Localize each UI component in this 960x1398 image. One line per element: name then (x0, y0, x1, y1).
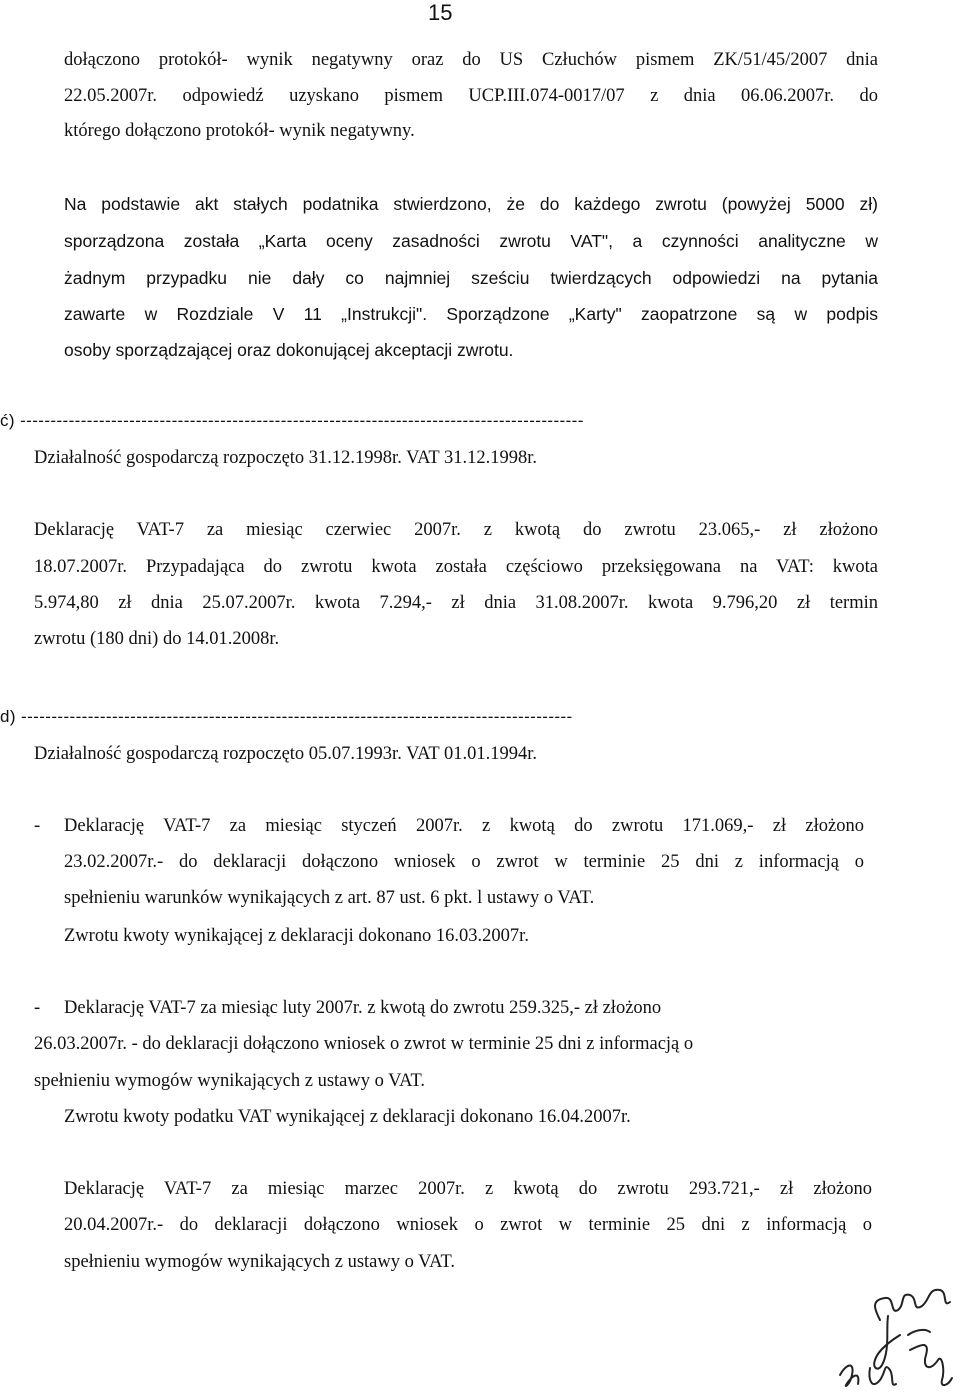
item-2-dash: - (34, 998, 41, 1018)
karta-line-1: Na podstawie akt stałych podatnika stwierdzono, że do każdego zwrotu (powyżej 5000 zł) (64, 194, 878, 214)
item-2-line-2: 26.03.2007r. - do deklaracji dołączono wniosek o zwrot w terminie 25 dni z informacją o (34, 1034, 694, 1054)
karta-line-3: żadnym przypadku nie dały co najmniej sześciu twierdzących odpowiedzi na pytania (64, 268, 878, 288)
intro-line-1: dołączono protokół- wynik negatywny oraz do US Człuchów pismem ZK/51/45/2007 dnia (64, 50, 878, 70)
section-c-heading: ć) --------------------------------------------------------------------------------------------- (0, 411, 584, 430)
item-2-line-4: Zwrotu kwoty podatku VAT wynikającej z deklaracji dokonano 16.04.2007r. (64, 1107, 631, 1127)
karta-line-2: sporządzona została „Karta oceny zasadności zwrotu VAT", a czynności analityczne w (64, 231, 878, 251)
handwritten-signature (830, 1280, 960, 1398)
karta-line-5: osoby sporządzającej oraz dokonującej akceptacji zwrotu. (64, 340, 514, 360)
item-1-line-1: Deklarację VAT-7 za miesiąc styczeń 2007r. z kwotą do zwrotu 171.069,- zł złożono (64, 816, 864, 836)
section-c-activity: Działalność gospodarczą rozpoczęto 31.12.1998r. VAT 31.12.1998r. (34, 448, 537, 468)
item-3-line-2: 20.04.2007r.- do deklaracji dołączono wniosek o zwrot w terminie 25 dni z informacją o (64, 1215, 872, 1235)
section-c-line-2: 18.07.2007r. Przypadająca do zwrotu kwota została częściowo przeksięgowana na VAT: kwota (34, 557, 878, 577)
item-1-line-3: spełnieniu warunków wynikających z art. 87 ust. 6 pkt. l ustawy o VAT. (64, 888, 595, 908)
intro-line-2: 22.05.2007r. odpowiedź uzyskano pismem UCP.III.074-0017/07 z dnia 06.06.2007r. do (64, 86, 878, 106)
item-1-dash: - (34, 816, 41, 836)
item-2-line-3: spełnieniu wymogów wynikających z ustawy o VAT. (34, 1071, 426, 1091)
intro-line-3: którego dołączono protokół- wynik negatywny. (64, 121, 415, 141)
section-c-line-4: zwrotu (180 dni) do 14.01.2008r. (34, 629, 280, 649)
section-d-activity: Działalność gospodarczą rozpoczęto 05.07.1993r. VAT 01.01.1994r. (34, 744, 537, 764)
section-c-line-3: 5.974,80 zł dnia 25.07.2007r. kwota 7.294,- zł dnia 31.08.2007r. kwota 9.796,20 zł termin (34, 593, 878, 613)
section-c-line-1: Deklarację VAT-7 za miesiąc czerwiec 2007r. z kwotą do zwrotu 23.065,- zł złożono (34, 520, 878, 540)
item-1-line-2: 23.02.2007r.- do deklaracji dołączono wniosek o zwrot w terminie 25 dni z informacją o (64, 852, 864, 872)
section-d-heading: d) ------------------------------------------------------------------------------------------- (0, 707, 573, 726)
item-3-line-1: Deklarację VAT-7 za miesiąc marzec 2007r. z kwotą do zwrotu 293.721,- zł złożono (64, 1179, 872, 1199)
item-3-line-3: spełnieniu wymogów wynikających z ustawy o VAT. (64, 1252, 456, 1272)
item-1-line-4: Zwrotu kwoty wynikającej z deklaracji dokonano 16.03.2007r. (64, 926, 529, 946)
page-number: 15 (428, 0, 453, 25)
item-2-line-1: Deklarację VAT-7 za miesiąc luty 2007r. z kwotą do zwrotu 259.325,- zł złożono (64, 998, 662, 1018)
karta-line-4: zawarte w Rozdziale V 11 „Instrukcji". Sporządzone „Karty" zaopatrzone są w podpis (64, 304, 878, 324)
